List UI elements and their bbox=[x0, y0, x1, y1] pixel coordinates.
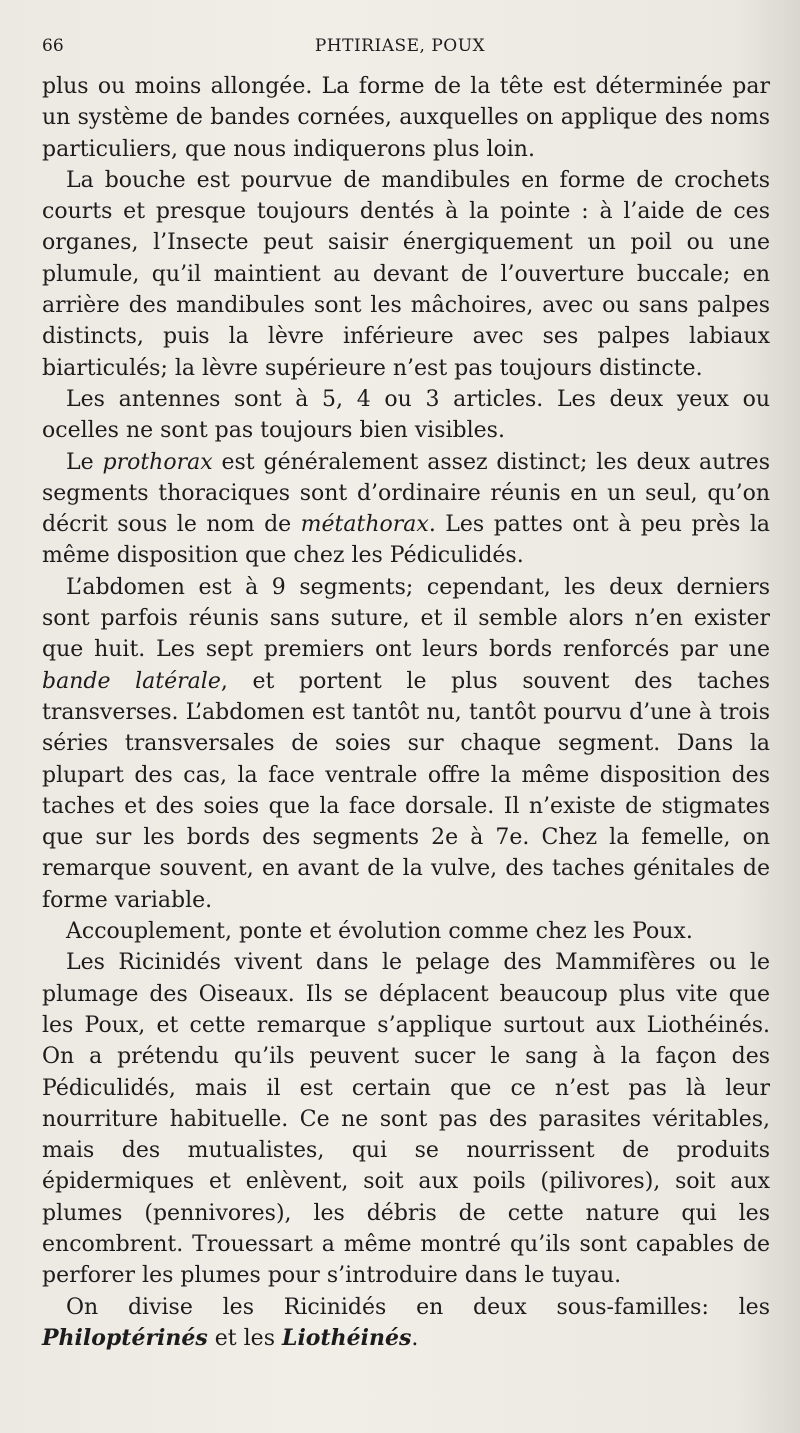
paragraph-8-text-b: et les bbox=[207, 1325, 282, 1351]
paragraph-3: Les antennes sont à 5, 4 ou 3 articles. Les deux yeux ou ocelles ne sont pas toujours bien visibles. bbox=[42, 386, 770, 444]
paragraph-8-text-a: On divise les Ricinidés en deux sous-familles: les bbox=[66, 1294, 770, 1320]
paragraph-4-text-b: est généralement assez distinct; les deux autres segments thoraciques sont d’ordinaire réunis en un seul, qu’on décrit sous le nom de bbox=[42, 449, 770, 538]
term-prothorax: prothorax bbox=[102, 449, 213, 475]
running-title: PHTIRIASE, POUX bbox=[314, 36, 486, 56]
paragraph-5-text-b: , et portent le plus souvent des taches transverses. L’abdomen est tantôt nu, tantôt pourvu d’une à trois séries transversales de soies sur chaque segment. Dans la plupart des cas, la face ventrale offre la même disposition des taches et des soies que la face dorsale. Il n’existe de stigmates que sur les bords des segments 2e à 7e. Chez la femelle, on remarque souvent, en avant de la vulve, des taches génitales de forme variable. bbox=[42, 668, 770, 913]
paragraph-7: Les Ricinidés vivent dans le pelage des Mammifères ou le plumage des Oiseaux. Ils se déplacent beaucoup plus vite que les Poux, et cette remarque s’applique surtout aux Liothéinés. On a prétendu qu’ils peuvent sucer le sang à la façon des Pédiculidés, mais il est certain que ce n’est pas là leur nourriture habituelle. Ce ne sont pas des parasites véritables, mais des mutualistes, qui se nourrissent de produits épidermiques et enlèvent, soit aux poils (pilivores), soit aux plumes (pennivores), les débris de cette nature qui les encombrent. Trouessart a même montré qu’ils sont capables de perforer les plumes pour s’introduire dans le tuyau. bbox=[42, 950, 770, 1289]
paragraph-1: plus ou moins allongée. La forme de la tête est déterminée par un système de bandes cornées, auxquelles on applique des noms particuliers, que nous indiquerons plus loin. bbox=[42, 74, 770, 162]
term-metathorax: métathorax bbox=[300, 512, 429, 538]
paragraph-4 bbox=[42, 447, 770, 572]
paragraph-8-text-c: . bbox=[411, 1325, 419, 1351]
term-bande-laterale: bande latérale bbox=[42, 668, 221, 694]
paragraph-6: Accouplement, ponte et évolution comme chez les Poux. bbox=[66, 919, 693, 945]
page-header bbox=[42, 36, 758, 60]
paragraph-2: La bouche est pourvue de mandibules en forme de crochets courts et presque toujours dentés à la pointe : à l’aide de ces organes, l’Insecte peut saisir énergiquement un poil ou une plumule, qu’il maintient au devant de l’ouverture buccale; en arrière des mandibules sont les mâchoires, avec ou sans palpes distincts, puis la lèvre inférieure avec ses palpes labiaux biarticulés; la lèvre supérieure n’est pas toujours distincte. bbox=[42, 167, 770, 381]
term-liotheines: Liothéinés bbox=[281, 1324, 412, 1351]
paragraph-4-text-a: Le bbox=[66, 449, 103, 475]
page-number: 66 bbox=[42, 36, 64, 56]
paragraph-5-text-a: L’abdomen est à 9 segments; cependant, les deux derniers sont parfois réunis sans suture, et il semble alors n’en exister que huit. Les sept premiers ont leurs bords renforcés par une bbox=[42, 574, 770, 663]
term-philopterines: Philoptérinés bbox=[42, 1324, 208, 1351]
paragraph-8 bbox=[42, 1292, 770, 1355]
paragraph-4-text-c: . Les pattes ont à peu près la même disposition que chez les Pédiculidés. bbox=[42, 512, 770, 569]
paragraph-5 bbox=[42, 572, 770, 916]
body-text bbox=[42, 71, 770, 1354]
